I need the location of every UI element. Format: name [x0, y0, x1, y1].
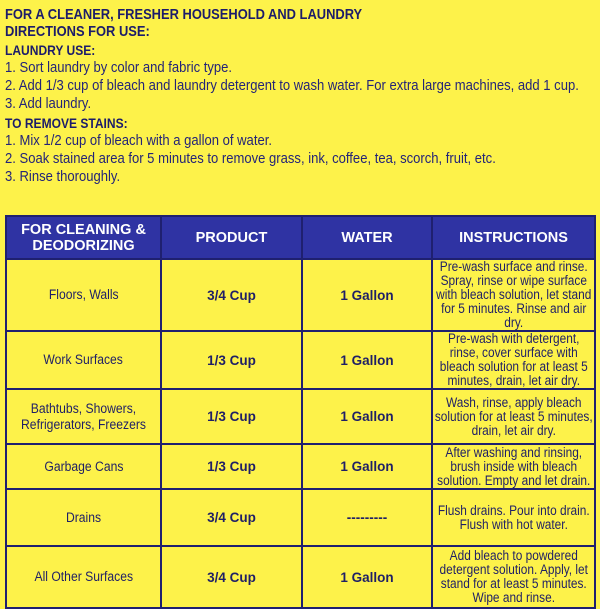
table-row — [6, 331, 595, 389]
instructions-cell — [432, 546, 595, 608]
remove-stains-title: TO REMOVE STAINS: — [5, 115, 128, 131]
column-header-product: PRODUCT — [161, 216, 302, 259]
surface-cell — [6, 546, 161, 608]
directions-block — [5, 6, 597, 186]
surface-cell — [6, 489, 161, 546]
main-heading: FOR A CLEANER, FRESHER HOUSEHOLD AND LAUNDRY — [5, 6, 363, 23]
stain-step: 3. Rinse thoroughly. — [5, 169, 121, 185]
surface-cell — [6, 444, 161, 489]
product-cell: 3/4 Cup — [161, 546, 302, 608]
cleaning-table — [5, 215, 596, 609]
instructions-text: Flush drains. Pour into drain. Flush with hot water. — [437, 502, 590, 532]
column-header-water: WATER — [302, 216, 432, 259]
surface-cell — [6, 389, 161, 444]
column-header-cleaning: FOR CLEANING & DEODORIZING — [6, 216, 161, 259]
surface-cell — [6, 331, 161, 389]
table-row — [6, 546, 595, 608]
instructions-text: Wash, rinse, apply bleach solution for at least 5 minutes, drain, let air dry. — [434, 394, 593, 438]
instructions-text: Add bleach to powdered detergent solution. Apply, let stand for at least 5 minutes. Wipe and rinse. — [439, 548, 588, 605]
product-cell: 1/3 Cup — [161, 444, 302, 489]
instructions-text: Pre-wash surface and rinse. Spray, rinse or wipe surface with bleach solution, let stand for 5 minutes. Rinse and air dry. — [436, 259, 592, 330]
instructions-cell — [432, 444, 595, 489]
instructions-cell — [432, 331, 595, 389]
table-row — [6, 259, 595, 331]
water-cell: --------- — [302, 489, 432, 546]
table-row — [6, 444, 595, 489]
instructions-text: After washing and rinsing, brush inside with bleach solution. Empty and let drain. — [437, 444, 591, 488]
column-header-instructions: INSTRUCTIONS — [432, 216, 595, 259]
surface-label: Bathtubs, Showers, Refrigerators, Freezers — [21, 400, 146, 432]
surface-label: Work Surfaces — [43, 352, 124, 367]
water-cell: 1 Gallon — [302, 546, 432, 608]
laundry-use-title: LAUNDRY USE: — [5, 42, 96, 58]
water-cell: 1 Gallon — [302, 259, 432, 331]
instructions-cell — [432, 389, 595, 444]
surface-label: Drains — [65, 509, 102, 525]
product-cell: 1/3 Cup — [161, 331, 302, 389]
instructions-cell — [432, 259, 595, 331]
surface-label: All Other Surfaces — [34, 569, 133, 584]
surface-label: Floors, Walls — [48, 287, 119, 302]
stain-step: 2. Soak stained area for 5 minutes to remove grass, ink, coffee, tea, scorch, fruit, etc. — [5, 151, 496, 167]
laundry-step: 1. Sort laundry by color and fabric type. — [5, 60, 233, 76]
stain-step: 1. Mix 1/2 cup of bleach with a gallon of water. — [5, 133, 272, 149]
water-cell: 1 Gallon — [302, 331, 432, 389]
instructions-cell — [432, 489, 595, 546]
product-cell: 3/4 Cup — [161, 259, 302, 331]
directions-heading: DIRECTIONS FOR USE: — [5, 23, 150, 40]
laundry-step: 3. Add laundry. — [5, 96, 92, 112]
surface-cell — [6, 259, 161, 331]
product-cell: 3/4 Cup — [161, 489, 302, 546]
table-row — [6, 489, 595, 546]
water-cell: 1 Gallon — [302, 444, 432, 489]
surface-label: Garbage Cans — [43, 458, 124, 474]
water-cell: 1 Gallon — [302, 389, 432, 444]
product-cell: 1/3 Cup — [161, 389, 302, 444]
laundry-step: 2. Add 1/3 cup of bleach and laundry detergent to wash water. For extra large machines, add 1 cup. — [5, 78, 579, 94]
table-row — [6, 389, 595, 444]
table-header-row — [6, 216, 595, 259]
instructions-text: Pre-wash with detergent, rinse, cover surface with bleach solution for at least 5 minutes, drain, let air dry. — [439, 331, 588, 388]
